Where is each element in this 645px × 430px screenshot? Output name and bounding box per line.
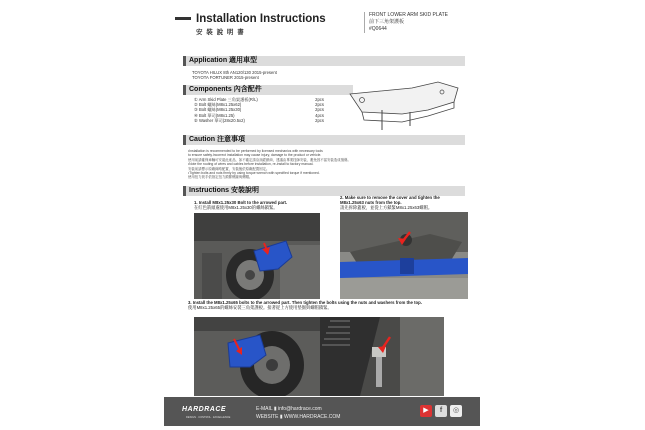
step2-text: 2. Make sure to remove the cover and tighten the M8x1.25x63 nuts from the top. 請先拆除蓋板，並從上方鎖緊M8x1.25x63螺帽。 — [340, 195, 440, 211]
email-link[interactable]: info@hardrace.com — [278, 406, 322, 412]
step1-photo — [194, 213, 320, 299]
website-line: WEBSITE ▮ WWW.HARDRACE.COM — [256, 414, 341, 420]
step3-photo-right — [320, 317, 444, 396]
step3-photo-right-illustration — [320, 317, 444, 396]
step1-photo-illustration — [194, 213, 320, 299]
page-title: Installation Instructions — [196, 13, 326, 25]
product-name-zh: 前下三角架護板 — [369, 19, 405, 25]
caution-text: •Installation is recommended to be performed by licensed mechanics with necessary tools to ensure safety.Incorrect installation may cause injury, damage to the product or vehicle. 使用前請確保車輛可安裝此產品，如不確定請洽詢經銷商，建議由專業技師安裝，避免因不當安裝造成損傷。 •Note the routing of wires and cables before installation, re-install to factory manual. 安裝前請標示原廠線路配置，安裝後依原廠配置固定。 •Tighten bolts and nuts firmly by using torque wrench with specified torque if mentioned. 使用扭力扳手依指定扭力鎖緊螺絲與螺帽。 — [188, 149, 351, 180]
application-line: TOYOTA FORTUNER 2015-present — [192, 75, 259, 80]
youtube-icon[interactable]: ▶ — [420, 405, 432, 417]
skid-plate-drawing — [342, 80, 467, 132]
components-heading: Components 內含配件 — [183, 85, 353, 95]
component-row: ① Arm Skid Plate 三角架護板(R/L) 2pcs — [194, 97, 324, 102]
contact-info — [256, 405, 340, 421]
component-row: ③ Bolt 螺絲(M8x1.25x30) 2pcs — [194, 107, 324, 113]
step1-text: 1. Install M8x1.25x30 Bolt to the arrowed part. 在紅色箭頭處使用M8x1.25x30的螺絲鎖緊。 — [194, 200, 288, 211]
component-row: ⑤ Washer 華司(28x20.5x2) 2pcs — [194, 117, 324, 123]
component-row: ④ Bolt 華司(M8x1.25) 4pcs — [194, 112, 324, 118]
facebook-icon[interactable]: f — [435, 405, 447, 417]
step3-photo-left — [194, 317, 320, 396]
components-list — [194, 97, 324, 123]
step2-photo — [340, 212, 468, 299]
email-line: E-MAIL ▮ info@hardrace.com — [256, 406, 322, 412]
instructions-heading: Instructions 安裝說明 — [183, 186, 465, 196]
product-name-en: FRONT LOWER ARM SKID PLATE — [369, 12, 448, 18]
application-heading: Application 適用車型 — [183, 56, 465, 66]
footer — [164, 397, 480, 426]
instruction-sheet — [164, 4, 480, 426]
product-info — [364, 12, 479, 33]
component-row: ② Bolt 螺絲(M8x1.25x62) 2pcs — [194, 102, 324, 108]
application-line: TOYOTA HILUX 8th AN120/130 2015-present — [192, 70, 277, 75]
social-icons — [420, 405, 462, 417]
page-subtitle: 安 裝 說 明 書 — [196, 29, 245, 36]
step2-photo-illustration — [340, 212, 468, 299]
step3-text: 3. Install the M8x1.25x65 bolts to the arrowed part. Then tighten the bolts using the nuts and washers from the top. 使用M8x1.25x65的螺絲安裝三角架護板。接著從上方使用墊圈與螺帽鎖緊。 — [188, 300, 422, 311]
brand-tagline: DESIGN · CONTROL · EXCELLENCE — [186, 416, 231, 419]
part-number: #Q0644 — [369, 26, 387, 32]
step3-photo-left-illustration — [194, 317, 320, 396]
website-link[interactable]: WWW.HARDRACE.COM — [284, 414, 341, 420]
wechat-icon[interactable]: ◎ — [450, 405, 462, 417]
caution-heading: Caution 注意事項 — [183, 135, 465, 145]
title-accent-bar — [175, 17, 191, 20]
brand-logo: HARDRACE — [182, 406, 227, 413]
